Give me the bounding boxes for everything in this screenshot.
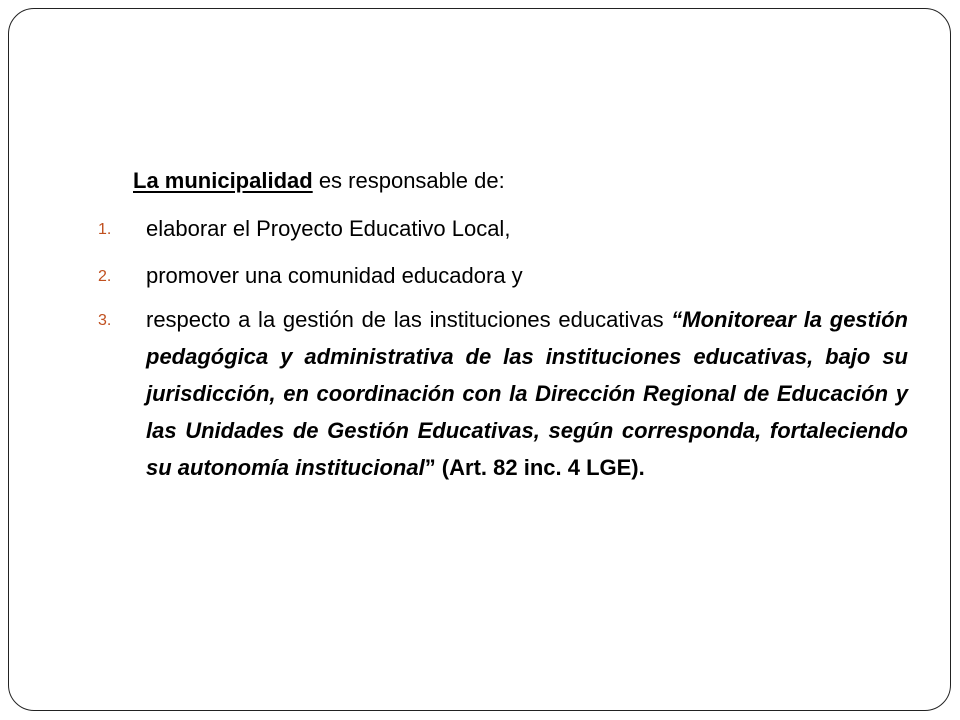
list-item-text [146,301,908,486]
list-item [98,301,908,486]
quote-open: “ [671,307,683,332]
quote-close: ” [424,455,436,480]
list-number: 3. [98,312,112,329]
list-item-text: elaborar el Proyecto Educativo Local, [146,216,511,241]
law-quote: Monitorear la gestión pedagógica y administrativa de las instituciones educativas, bajo su jurisdicción, en coordinación con la Dirección Regional de Educación y las Unidades de Gestión Educativas, según corresponda, fortaleciendo su autonomía institucional [146,307,908,480]
intro-subject: La municipalidad [133,168,313,193]
list-item [98,210,908,247]
list-item-text: promover una comunidad educadora y [146,263,523,288]
law-citation: (Art. 82 inc. 4 LGE). [435,455,645,480]
item-lead: respecto a la gestión de las instituciones educativas [146,307,672,332]
list-number: 1. [98,221,112,238]
list-number: 2. [98,268,112,285]
list-item [98,257,908,294]
intro-rest: es responsable de: [312,168,505,193]
intro-line [133,166,505,196]
